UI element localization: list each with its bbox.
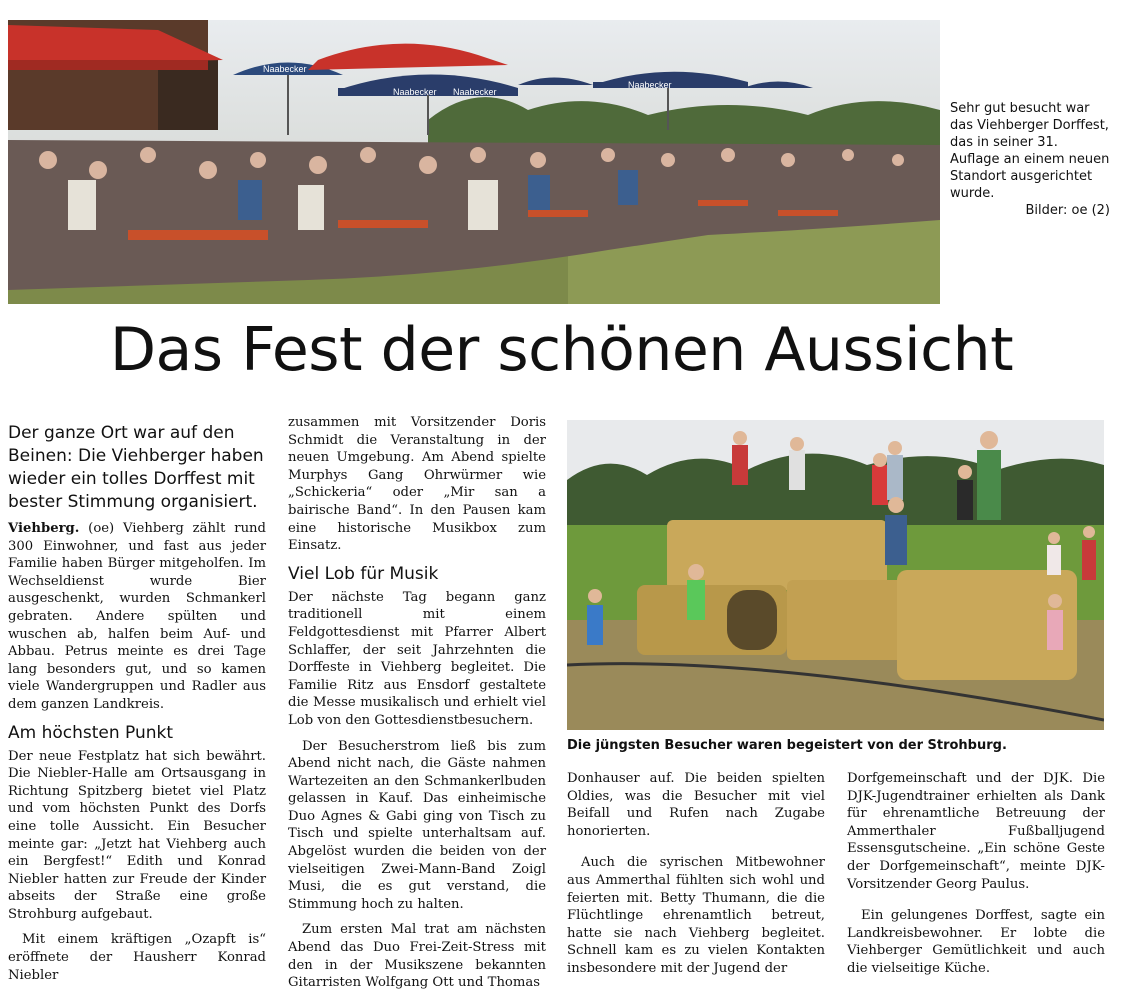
umbrella-brand-label: Naabecker bbox=[628, 80, 672, 90]
paragraph: Der neue Festplatz hat sich bewährt. Die Niebler-Halle am Ortsausgang in Richtung Spitzberg bietet viel Platz und vom höchsten Punkt des Dorfs eine tolle Aussicht. Ein Besucher meinte gar: „Jetzt hat Viehberg auch ein Bergfest!“ Edith und Konrad Niebler hatten zur Freude der Kinder abseits der Straße eine große Strohburg aufgebaut. bbox=[8, 748, 266, 922]
paragraph-text: (oe) Viehberg zählt rund 300 Einwohner, und fast aus jeder Familie haben Bürger mitgeholfen. Im Wechseldienst wurde Bier ausgeschenkt, wurden Schmankerl gebraten. Andere spülten und wuschen ab, halfen beim Auf- und Abbau. Petrus meinte es drei Tage lang besonders gut, und so kamen viele Wandergruppen und Radler aus dem ganzen Landkreis. bbox=[8, 521, 266, 712]
subheading-highest-point: Am höchsten Punkt bbox=[8, 722, 174, 743]
article-column-4 bbox=[847, 770, 1105, 978]
paragraph: Der Besucherstrom ließ bis zum Abend nicht nach, die Gäste nahmen Wartezeiten an den Schmankerlbuden gelassen in Kauf. Das einheimische Duo Agnes & Gabi ging von Tisch zu Tisch und spielte unterhaltsam auf. Abgelöst wurden die beiden von der vielseitigen Zwei-Mann-Band Zoigl Musi, die es gut verstand, die Stimmung hoch zu halten. bbox=[288, 738, 546, 912]
paragraph: Mit einem kräftigen „Ozapft is“ eröffnete der Hausherr Konrad Niebler bbox=[8, 932, 266, 983]
straw-castle-illustration bbox=[567, 420, 1104, 730]
subheading-music-praise: Viel Lob für Musik bbox=[288, 563, 439, 584]
umbrella-brand-label: Naabecker bbox=[393, 87, 437, 97]
photo-credit: Bilder: oe (2) bbox=[1025, 203, 1110, 218]
paragraph bbox=[8, 520, 266, 714]
article-column-2 bbox=[288, 414, 546, 992]
umbrella-brand-label: Naabecker bbox=[453, 87, 497, 97]
festival-crowd-photo bbox=[8, 20, 940, 304]
paragraph: Auch die syrischen Mitbewohner aus Ammerthal fühlten sich wohl und feierten mit. Betty Thumann, die die Flüchtlinge ehrenamtlich betreut, hatte sie nach Viehberg begleitet. Schnell kam es zu vielen Kontakten insbesondere mit der Jugend der bbox=[567, 855, 825, 976]
paragraph: Donhauser auf. Die beiden spielten Oldies, was die Besucher mit viel Beifall und Rufen nach Zugabe honorierten. bbox=[567, 771, 825, 839]
article-lead: Der ganze Ort war auf den Beinen: Die Viehberger haben wieder ein tolles Dorffest mit bester Stimmung organisiert. bbox=[8, 423, 264, 512]
dateline: Viehberg. bbox=[8, 521, 80, 536]
paragraph: Zum ersten Mal trat am nächsten Abend das Duo Frei-Zeit-Stress mit den in der Musikszene bekannten Gitarristen Wolfgang Ott und Thomas bbox=[288, 922, 546, 991]
paragraph: Dorfgemeinschaft und der DJK. Die DJK-Jugendtrainer erhielten als Dank für ehrenamtliche Betreuung der Ammerthaler Fußballjugend Essensgutscheine. „Ein schöne Geste der Dorfgemeinschaft“, meinte DJK-Vorsitzender Georg Paulus. bbox=[847, 771, 1105, 892]
straw-castle-caption: Die jüngsten Besucher waren begeistert von der Strohburg. bbox=[567, 738, 1007, 753]
festival-crowd-illustration bbox=[8, 20, 940, 304]
article-column-3 bbox=[567, 770, 825, 978]
paragraph: Der nächste Tag begann ganz traditionell mit einem Feldgottesdienst mit Pfarrer Albert Schlaffer, der seit Jahrzehnten die Dorffeste in Viehberg begleitet. Die Familie Ritz aus Ensdorf gestaltete die Messe musikalisch und erhielt viel Lob von den Gottesdienstbesuchern. bbox=[288, 589, 546, 728]
straw-castle-photo bbox=[567, 420, 1104, 730]
paragraph: zusammen mit Vorsitzender Doris Schmidt die Veranstaltung in der neuen Umgebung. Am Abend spielte Murphys Gang Ohrwürmer wie „Schickeria“ oder „Mir san a bairische Band“. In den Pausen kam eine historische Musikbox zum Einsatz. bbox=[288, 415, 546, 554]
article-column-1 bbox=[8, 422, 266, 984]
article-headline: Das Fest der schönen Aussicht bbox=[109, 315, 1014, 385]
top-photo-caption-text: Sehr gut besucht war das Viehberger Dorffest, das in seiner 31. Auflage an einem neuen Standort ausgerichtet wurde. bbox=[950, 101, 1110, 201]
umbrella-brand-label: Naabecker bbox=[263, 64, 307, 74]
paragraph: Ein gelungenes Dorffest, sagte ein Landkreisbewohner. Er lobte die Viehberger Gemütlichkeit und auch die vielseitige Küche. bbox=[847, 908, 1105, 976]
top-photo-caption bbox=[950, 100, 1110, 219]
